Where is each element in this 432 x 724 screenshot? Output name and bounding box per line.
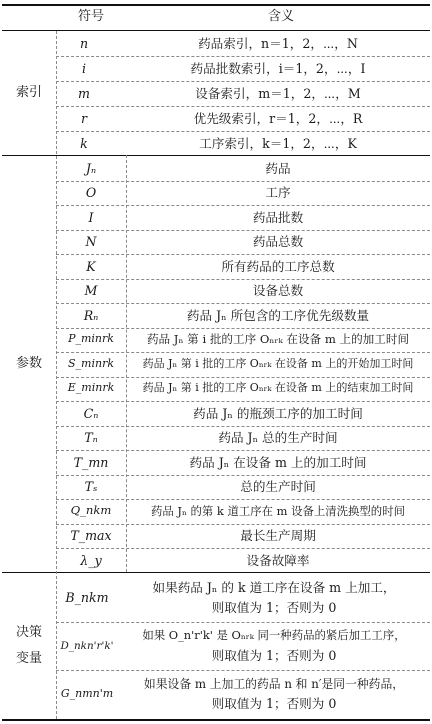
meaning-k: 工序索引，k＝1，2，⋯，K [199, 135, 357, 151]
symbol-I: I [88, 209, 94, 225]
meaning-Q: 药品 Jₙ 的第 k 道工序在 m 设备上清洗换型的时间 [151, 503, 405, 518]
symbol-Cn: Cₙ [83, 405, 99, 421]
meaning-G-line1: 如果设备 m 上加工的药品 n 和 n′是同一种药品， [143, 676, 405, 691]
meaning-B-line2: 则取值为 1；否则为 0 [211, 600, 337, 615]
group-label-params: 参数 [15, 356, 42, 372]
meaning-n: 药品索引，n＝1，2，⋯，N [198, 36, 358, 51]
symbol-n: n [79, 36, 89, 51]
symbol-D: D_nkn'r'k' [60, 639, 114, 652]
symbol-Jn: Jₙ [85, 160, 97, 176]
symbol-P: P_minrk [68, 332, 114, 346]
symbol-m: m [78, 86, 90, 101]
symbol-K: K [86, 258, 96, 274]
group-label-decision-1: 决策 [15, 625, 42, 641]
meaning-S: 药品 Jₙ 第 i 批的工序 Oₙᵣₖ 在设备 m 上的开始加工时间 [142, 356, 414, 370]
symbol-E: E_minrk [67, 381, 115, 395]
meaning-D [118, 622, 430, 670]
symbol-lambda: λ_y [80, 552, 102, 568]
symbol-G: G_nmn'm [60, 687, 114, 701]
symbol-r: r [80, 111, 88, 126]
meaning-Cn: 药品 Jₙ 的瓶颈工序的加工时间 [193, 405, 363, 421]
meaning-i: 药品批数索引，i＝1，2，⋯，I [190, 61, 366, 76]
group-label-decision-2: 变量 [15, 651, 42, 666]
meaning-O: 工序 [265, 185, 291, 201]
meaning-B [118, 573, 430, 622]
meaning-lambda: 设备故障率 [246, 552, 310, 568]
meaning-G-line2: 则取值为 1；否则为 0 [211, 696, 337, 712]
group-label-index: 索引 [15, 85, 42, 101]
symbol-Tn: Tₙ [84, 430, 98, 446]
symbol-M: M [84, 283, 98, 299]
meaning-K: 所有药品的工序总数 [221, 258, 335, 274]
symbol-B: B_nkm [65, 590, 109, 605]
symbol-Tmax: T_max [70, 528, 112, 544]
symbol-N: N [85, 234, 97, 250]
meaning-E: 药品 Jₙ 第 i 批的工序 Oₙᵣₖ 在设备 m 上的结束加工时间 [142, 381, 414, 395]
meaning-Jn: 药品 [265, 160, 291, 176]
symbol-Q: Q_nkm [70, 503, 112, 518]
meaning-B-line1: 如果药品 Jₙ 的 k 道工序在设备 m 上加工， [152, 580, 396, 595]
meaning-Tmax: 最长生产周期 [240, 528, 316, 544]
meaning-I: 药品批数 [252, 209, 304, 225]
meaning-N: 药品总数 [252, 234, 304, 250]
meaning-M: 设备总数 [252, 283, 304, 299]
bottom-rule [2, 719, 430, 721]
meaning-D-line2: 则取值为 1；否则为 0 [211, 647, 337, 663]
symbol-S: S_minrk [68, 356, 114, 370]
meaning-r: 优先级索引，r＝1，2，⋯，R [193, 111, 363, 126]
symbol-k: k [80, 135, 88, 151]
meaning-P: 药品 Jₙ 第 i 批的工序 Oₙᵣₖ 在设备 m 上的加工时间 [146, 331, 410, 346]
meaning-Tn: 药品 Jₙ 总的生产时间 [218, 430, 338, 446]
header-meaning: 含义 [267, 9, 294, 25]
meaning-Rn: 药品 Jₙ 所包含的工序优先级数量 [186, 307, 370, 323]
group-label-decision [2, 573, 56, 719]
symbol-O: O [85, 185, 97, 201]
meaning-G [118, 670, 430, 719]
symbol-Ts: Tₛ [84, 479, 98, 495]
meaning-Tmn: 药品 Jₙ 在设备 m 上的加工时间 [189, 454, 367, 470]
meaning-Ts: 总的生产时间 [240, 479, 316, 495]
header-symbol: 符号 [77, 9, 104, 25]
symbol-i: i [81, 61, 87, 76]
symbol-Rn: Rₙ [83, 307, 99, 323]
meaning-D-line1: 如果 O_n'r'k' 是 Oₙᵣₖ 同一种药品的紧后加工工序， [142, 628, 406, 643]
symbol-Tmn: T_mn [73, 454, 109, 470]
meaning-m: 设备索引，m＝1，2，⋯，M [195, 86, 361, 101]
